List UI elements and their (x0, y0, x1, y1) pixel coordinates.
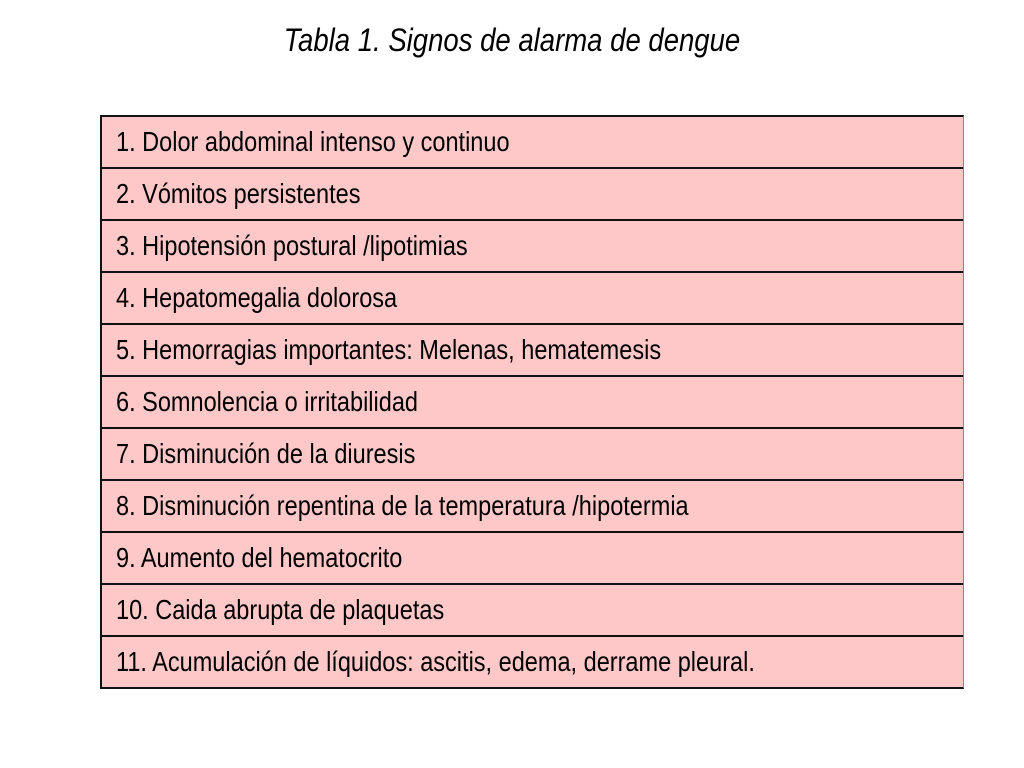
table-cell: 5. Hemorragias importantes: Melenas, hematemesis (116, 334, 662, 365)
table-row (102, 273, 963, 325)
table-row (102, 429, 963, 481)
table-cell: 10. Caida abrupta de plaquetas (116, 594, 445, 625)
table-cell: 9. Aumento del hematocrito (116, 542, 403, 573)
table-cell: 8. Disminución repentina de la temperatura /hipotermia (116, 490, 689, 521)
table-row (102, 117, 963, 169)
table-cell: 3. Hipotensión postural /lipotimias (116, 230, 468, 261)
alarm-signs-table (100, 115, 964, 689)
table-cell: 4. Hepatomegalia dolorosa (116, 282, 398, 313)
table-cell: 11. Acumulación de líquidos: ascitis, edema, derrame pleural. (116, 646, 755, 677)
table-cell: 7. Disminución de la diuresis (116, 438, 416, 469)
table-row (102, 325, 963, 377)
table-row (102, 377, 963, 429)
table-row (102, 585, 963, 637)
table-row (102, 533, 963, 585)
table-row (102, 637, 963, 687)
table-row (102, 169, 963, 221)
table-title: Tabla 1. Signos de alarma de dengue (283, 22, 741, 58)
table-row (102, 221, 963, 273)
table-row (102, 481, 963, 533)
table-cell: 6. Somnolencia o irritabilidad (116, 386, 419, 417)
table-cell: 2. Vómitos persistentes (116, 178, 361, 209)
table-cell: 1. Dolor abdominal intenso y continuo (116, 126, 510, 157)
